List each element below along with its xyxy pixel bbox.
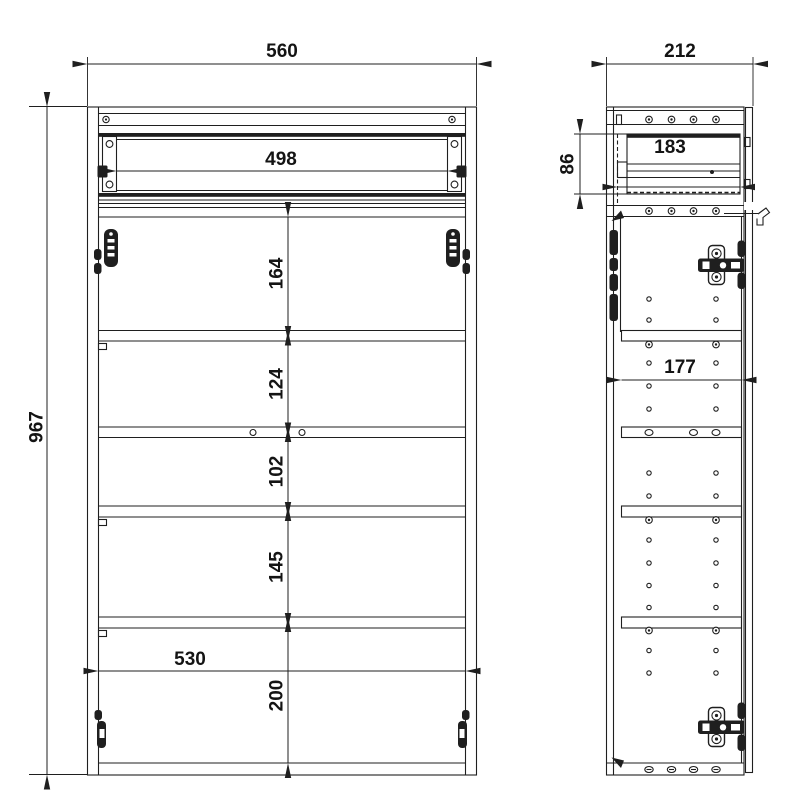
drawer-slide-left-icon xyxy=(98,137,117,192)
dim-interior-depth-label: 177 xyxy=(664,357,696,378)
hinge-top-right-icon xyxy=(446,229,470,274)
dim-side-depth xyxy=(607,41,754,106)
dim-compartment-5 xyxy=(267,628,289,763)
dim-comp1-label: 164 xyxy=(266,257,288,290)
side-view xyxy=(558,41,770,775)
dim-compartment-2 xyxy=(267,341,289,427)
dim-drawer-opening-width xyxy=(117,149,448,171)
dim-drawer-height-label: 86 xyxy=(557,153,579,175)
dim-comp2-label: 124 xyxy=(266,368,288,400)
drawer-slide-right-icon xyxy=(448,137,467,192)
hinge-top-left-icon xyxy=(94,229,118,274)
dim-comp4-label: 145 xyxy=(266,551,288,583)
dim-front-height-label: 967 xyxy=(26,411,48,443)
dim-compartment-4 xyxy=(267,517,289,617)
dim-compartment-3 xyxy=(267,438,289,507)
side-carcass-outline xyxy=(607,107,745,775)
top-rail-screws xyxy=(103,116,455,122)
shelf-pin-holes xyxy=(647,297,718,675)
hinge-bottom-left-icon xyxy=(95,710,107,748)
cup-hinge-bottom-icon xyxy=(698,703,746,752)
dim-comp3-label: 102 xyxy=(266,455,288,488)
side-shelf-under-drawer-screws xyxy=(646,208,720,215)
dim-front-width-label: 560 xyxy=(266,41,298,62)
dim-front-overall-width xyxy=(88,41,477,106)
dim-drawer-depth xyxy=(618,137,741,187)
dim-drawer-width-label: 498 xyxy=(265,149,297,170)
dim-side-depth-label: 212 xyxy=(664,41,696,62)
side-bottom-screws xyxy=(645,767,720,773)
dim-drawer-depth-label: 183 xyxy=(654,137,686,158)
side-top-screws xyxy=(646,116,720,123)
dim-front-overall-height xyxy=(27,107,88,775)
dim-compartment-1 xyxy=(267,217,289,331)
dim-interior-width-label: 530 xyxy=(174,649,206,670)
side-front-strip xyxy=(744,108,754,773)
dim-interior-width xyxy=(99,649,466,671)
dim-interior-depth xyxy=(622,357,742,380)
cup-hinge-top-icon xyxy=(698,241,746,290)
dim-comp5-label: 200 xyxy=(266,679,288,712)
dim-drawer-height xyxy=(558,134,628,194)
front-view xyxy=(27,41,477,775)
drawer-front xyxy=(99,133,466,217)
hinge-bottom-right-icon xyxy=(458,710,470,748)
mounting-rail-icon xyxy=(610,217,621,332)
